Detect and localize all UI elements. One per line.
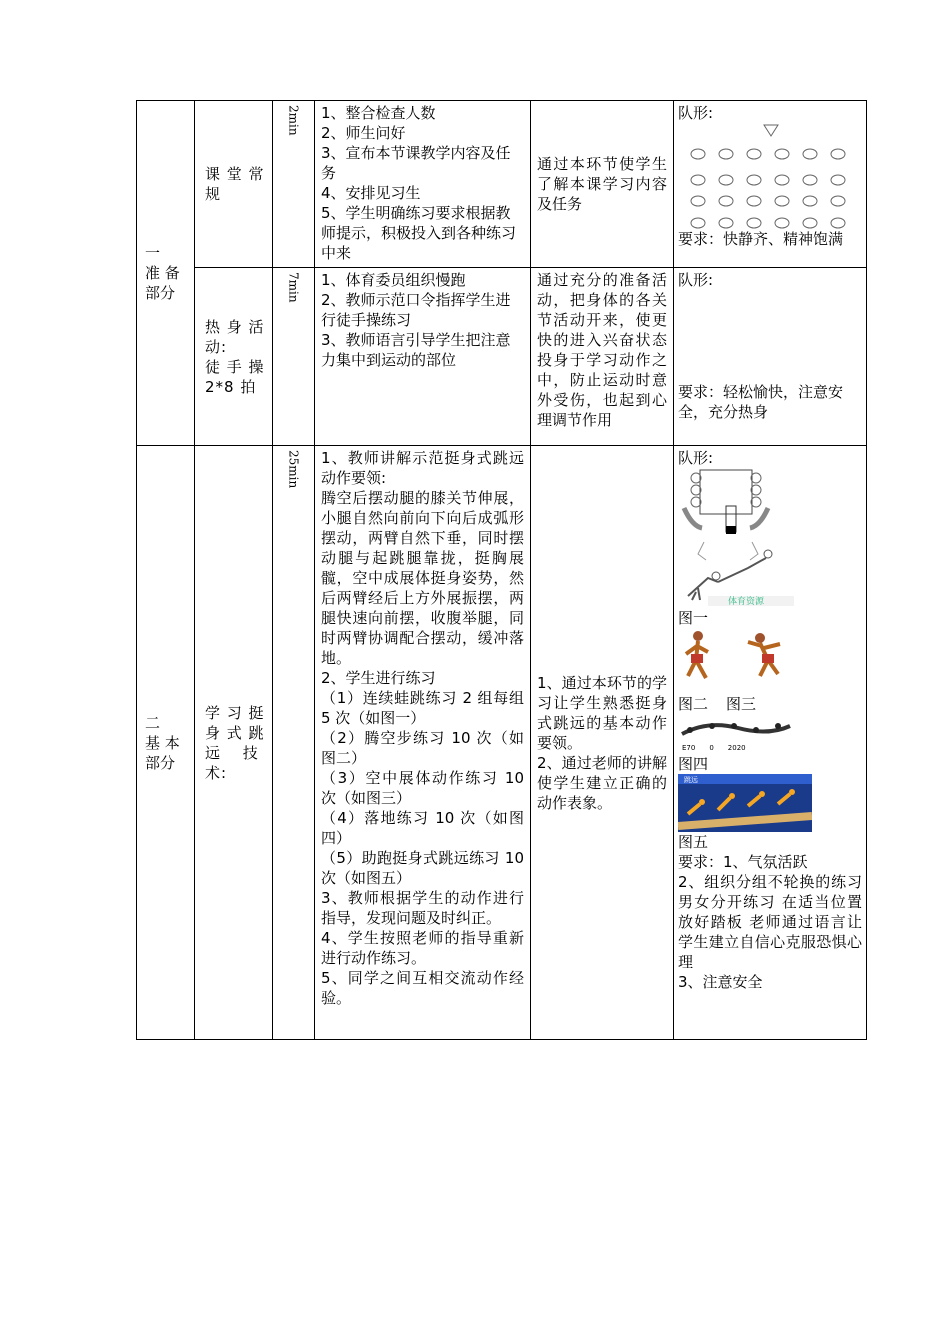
goal-text: 通过本环节使学生了解本课学习内容及任务: [537, 155, 667, 213]
step-item: 5、同学之间互相交流动作经验。: [321, 969, 524, 1007]
step-item: 5、学生明确练习要求根据教师提示，积极投入到各种练习中来: [321, 204, 517, 262]
step-item: 3、教师语言引导学生把注意力集中到运动的部位: [321, 331, 511, 369]
steps-cell: [315, 101, 531, 268]
steps-cell: [315, 268, 531, 446]
step-item: 3、教师根据学生的动作进行指导，发现问题及时纠正。: [321, 889, 524, 927]
step-item: 4、安排见习生: [321, 184, 421, 202]
time-cell: [273, 268, 315, 446]
formation-label: 队形:: [678, 271, 714, 289]
step-item: 3、宣布本节课教学内容及任务: [321, 144, 511, 182]
requirement-item: 2、组织分组不轮换的练习 男女分开练习 在适当位置放好踏板 老师通过语言让学生建立自信心克服恐惧心理: [678, 873, 862, 971]
step-item: 4、学生按照老师的指导重新进行动作练习。: [321, 929, 524, 967]
figure-1-label: 图一: [678, 609, 709, 627]
step-item: 2、学生进行练习: [321, 669, 436, 687]
time-label: 2min: [286, 105, 301, 136]
table-row: [137, 101, 867, 268]
table-row: [137, 268, 867, 446]
figure-5-label: 图五: [678, 833, 709, 851]
requirement-text: 要求：快静齐、精神饱满: [678, 230, 844, 248]
formation-label: 队形:: [678, 104, 714, 122]
step-item: 1、整合检查人数: [321, 104, 436, 122]
content-cell: [195, 268, 273, 446]
part-cell-basic: [137, 446, 195, 1040]
figure-2-athlete: [686, 631, 708, 678]
step-item: （2）腾空步练习 10 次（如图二）: [321, 729, 524, 767]
figure-4-label: 图四: [678, 755, 709, 773]
requirement-item: 要求：1、气氛活跃: [678, 853, 808, 871]
figure-5-caption: 跳远: [684, 776, 698, 784]
figure-4-caption: E70 0 2020: [682, 744, 746, 752]
goal-cell: [531, 101, 674, 268]
figure-2-3-image: [678, 628, 798, 694]
part-label: 二 基 本 部分: [145, 713, 180, 772]
step-item: 1、教师讲解示范挺身式跳远动作要领:: [321, 449, 524, 487]
part-label: 一 准 备 部分: [145, 244, 180, 302]
requirement-text: 要求：轻松愉快，注意安全，充分热身: [678, 383, 844, 421]
figure-1-image: [678, 468, 798, 608]
figure-2-label: 图二: [678, 695, 709, 713]
figure-3-label: 图三: [726, 695, 757, 713]
content-label: 热 身 活 动: 徒 手 操 2*8 拍: [205, 317, 265, 396]
step-item: （1）连续蛙跳练习 2 组每组 5 次（如图一）: [321, 689, 524, 727]
step-item: （4）落地练习 10 次（如图四）: [321, 809, 524, 847]
formation-cell: [674, 101, 867, 268]
formation-cell: [674, 446, 867, 1040]
goal-text: 通过充分的准备活动，把身体的各关节活动开来，使更快的进入兴奋状态投身于学习动作之中，防止运动时意外受伤，也起到心理调节作用: [537, 271, 667, 429]
content-label: 学 习 挺 身 式 跳 远 技 术:: [205, 703, 265, 782]
goal-cell: [531, 268, 674, 446]
figure-4-image: [678, 714, 798, 754]
formation-blank: [678, 290, 862, 382]
table-row: [137, 446, 867, 1040]
figure-3-athlete: [748, 633, 780, 676]
goal-item: 2、通过老师的讲解使学生建立正确的动作表象。: [537, 753, 667, 812]
step-item: （5）助跑挺身式跳远练习 10 次（如图五）: [321, 849, 524, 887]
content-cell: [195, 101, 273, 268]
lesson-plan-table: [136, 100, 867, 1040]
figure-watermark: 体育资源: [728, 597, 765, 607]
content-cell: [195, 446, 273, 1040]
part-cell-prep: [137, 101, 195, 446]
time-cell: [273, 446, 315, 1040]
step-item: 腾空后摆动腿的膝关节伸展，小腿自然向前向下向后成弧形摆动，两臂自然下垂，同时摆动腿与起跳腿靠拢，挺胸展髋，空中成展体挺身姿势，然后两臂经后上方外展振摆，两腿快速向前摆，收腹举腿，同时两臂协调配合摆动，缓冲落地。: [321, 489, 524, 667]
time-cell: [273, 101, 315, 268]
step-item: （3）空中展体动作练习 10 次（如图三）: [321, 769, 524, 807]
step-item: 1、体育委员组织慢跑: [321, 271, 466, 289]
goal-cell: [531, 446, 674, 1040]
formation-label: 队形:: [678, 449, 714, 467]
time-label: 25min: [286, 450, 301, 489]
goal-item: 1、通过本环节的学习让学生熟悉挺身式跳远的基本动作要领。: [537, 673, 667, 752]
figure-5-image: [678, 774, 812, 832]
step-item: 2、教师示范口令指挥学生进行徒手操练习: [321, 291, 511, 329]
content-label: 课 堂 常 规: [205, 165, 265, 203]
student-circles: [691, 149, 845, 228]
formation-cell: [674, 268, 867, 446]
time-label: 7min: [286, 272, 301, 303]
teacher-triangle-icon: [764, 125, 778, 136]
requirement-item: 3、注意安全: [678, 973, 763, 991]
steps-cell: [315, 446, 531, 1040]
step-item: 2、师生问好: [321, 124, 406, 142]
formation-diagram: [678, 123, 858, 235]
